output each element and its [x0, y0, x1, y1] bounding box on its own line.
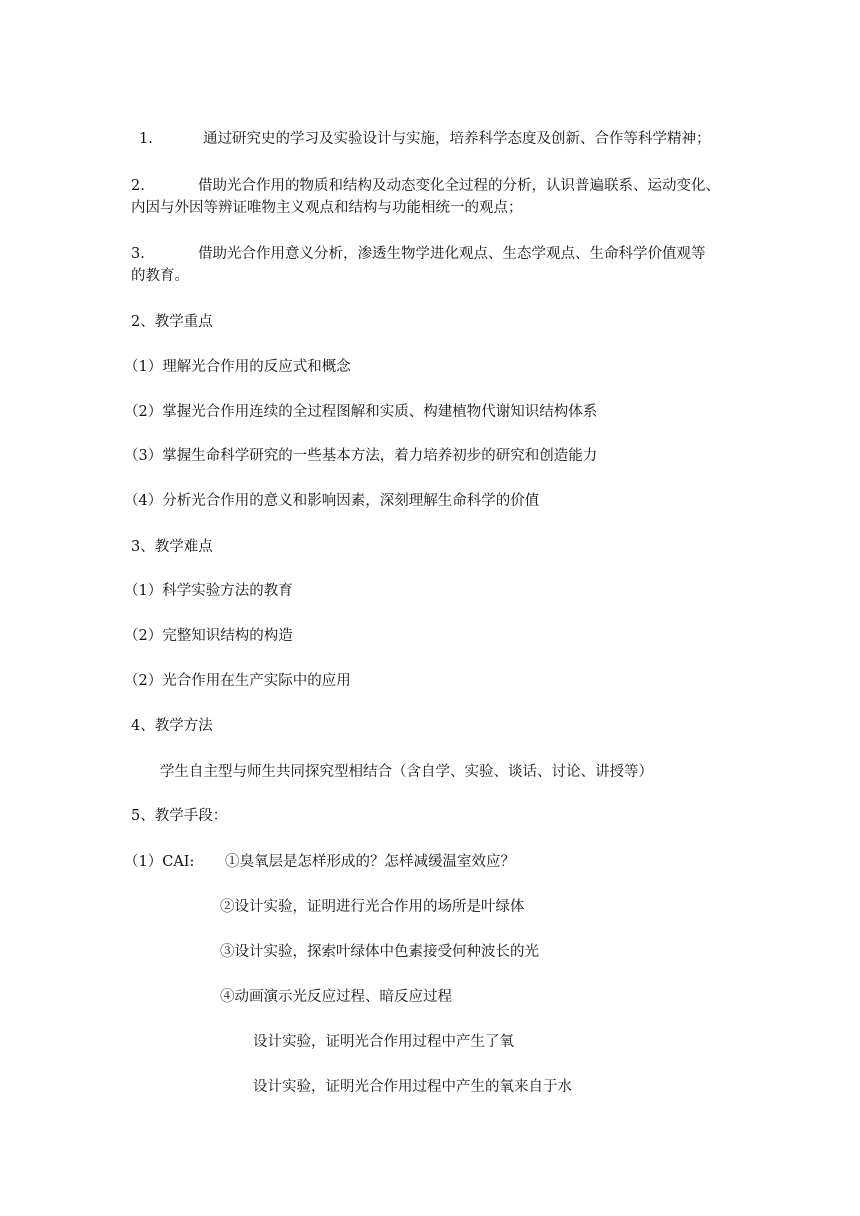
cai-item: ②设计实验，证明进行光合作用的场所是叶绿体 [220, 899, 525, 915]
objective-2-number: 2. [131, 178, 145, 194]
objective-1-text: 通过研究史的学习及实验设计与实施，培养科学态度及创新、合作等科学精神； [203, 131, 711, 147]
objective-3-text-line-1: 借助光合作用意义分析，渗透生物学进化观点、生态学观点、生命科学价值观等 [198, 246, 706, 262]
key-point-item: （3）掌握生命科学研究的一些基本方法，着力培养初步的研究和创造能力 [124, 448, 598, 464]
objective-3-number: 3. [131, 246, 145, 262]
difficulties-heading: 3、教学难点 [131, 539, 213, 555]
difficulty-item: （2）光合作用在生产实际中的应用 [124, 673, 351, 689]
difficulty-item: （2）完整知识结构的构造 [124, 628, 293, 644]
cai-item: ①臭氧层是怎样形成的？怎样减缓温室效应？ [225, 854, 515, 870]
cai-item: ③设计实验，探索叶绿体中色素接受何种波长的光 [220, 944, 539, 960]
key-point-item: （2）掌握光合作用连续的全过程图解和实质、构建植物代谢知识结构体系 [124, 404, 598, 420]
cai-label: （1）CAI: [124, 854, 195, 870]
key-point-item: （1）理解光合作用的反应式和概念 [124, 359, 351, 375]
objective-1-number: 1. [139, 131, 153, 147]
cai-item: ④动画演示光反应过程、暗反应过程 [220, 989, 452, 1005]
key-points-heading: 2、教学重点 [131, 314, 213, 330]
cai-sub-item: 设计实验，证明光合作用过程中产生的氧来自于水 [253, 1079, 572, 1095]
cai-sub-item: 设计实验，证明光合作用过程中产生了氧 [253, 1034, 514, 1050]
method-heading: 4、教学方法 [131, 718, 213, 734]
objective-3-line-2: 的教育。 [131, 268, 189, 284]
objective-2-text-line-1: 借助光合作用的物质和结构及动态变化全过程的分析，认识普遍联系、运动变化、 [198, 178, 720, 194]
objective-2-line-2: 内因与外因等辨证唯物主义观点和结构与功能相统一的观点； [131, 200, 523, 216]
key-point-item: （4）分析光合作用的意义和影响因素，深刻理解生命科学的价值 [124, 493, 540, 509]
method-text: 学生自主型与师生共同探究型相结合（含自学、实验、谈话、讨论、讲授等） [160, 764, 653, 780]
difficulty-item: （1）科学实验方法的教育 [124, 583, 293, 599]
means-heading: 5、教学手段： [131, 808, 228, 824]
